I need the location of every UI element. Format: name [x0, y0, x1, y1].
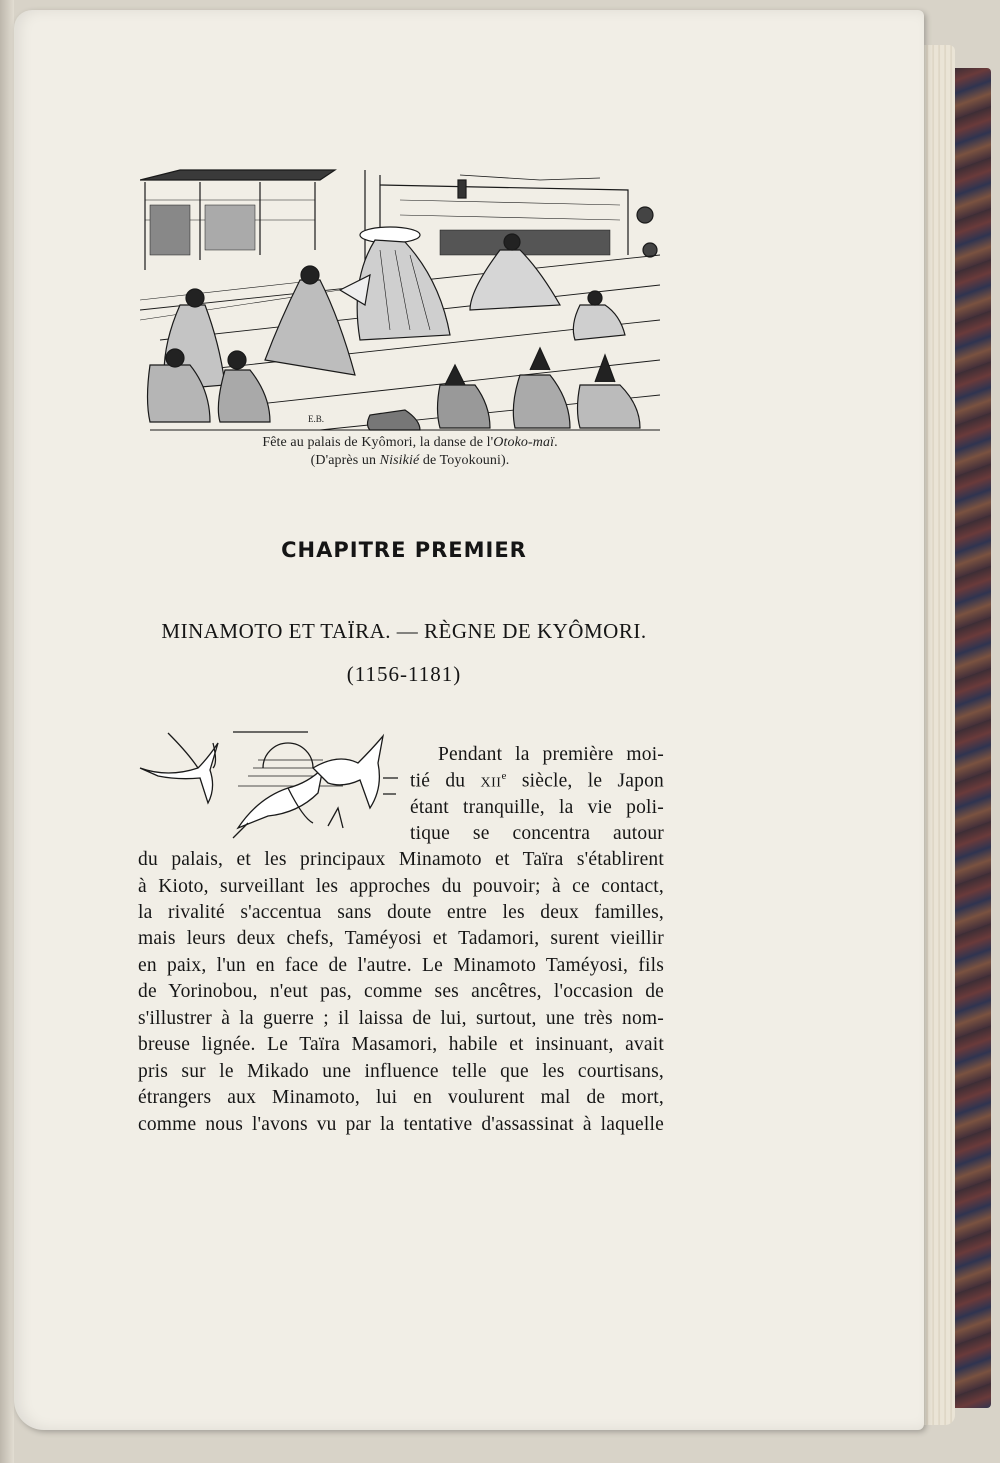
cranes-vignette [138, 728, 398, 840]
body-line-14: étrangers aux Minamoto, lui en voulurent mal de mort, [138, 1087, 664, 1108]
body-line-7: la rivalité s'accentua sans doute entre les deux familles, [138, 902, 664, 923]
chapter-subtitle: MINAMOTO ET TAÏRA. — RÈGNE DE KYÔMORI. [161, 619, 647, 643]
body-line-11: s'illustrer à la guerre ; il laissa de lui, surtout, une très nom- [138, 1008, 664, 1029]
body-line-1: Pendant la première moi- [438, 744, 664, 765]
chapter-title: CHAPITRE PREMIER [281, 538, 527, 562]
body-line-10: de Yorinobou, n'eut pas, comme ses ancêtres, l'occasion de [138, 981, 664, 1002]
illustration-caption-line1: Fête au palais de Kyômori, la danse de l'Otoko-maï. [262, 435, 558, 450]
marbled-cover-edge [952, 68, 991, 1408]
palace-festival-illustration [140, 160, 668, 432]
body-line-6: à Kioto, surveillant les approches du pouvoir; à ce contact, [138, 876, 664, 897]
body-line-2: tié du XIIe siècle, le Japon [410, 770, 664, 792]
body-line-8: mais leurs deux chefs, Taméyosi et Tadamori, surent vieillir [138, 928, 664, 949]
body-line-4: tique se concentra autour [410, 823, 664, 844]
body-line-5: du palais, et les principaux Minamoto et Taïra s'établirent [138, 849, 664, 870]
body-line-9: en paix, l'un en face de l'autre. Le Minamoto Taméyosi, fils [138, 955, 664, 976]
body-line-12: breuse lignée. Le Taïra Masamori, habile et insinuant, avait [138, 1034, 664, 1055]
body-line-3: étant tranquille, la vie poli- [410, 797, 664, 818]
illustration-caption-line2: (D'après un Nisikié de Toyokouni). [310, 453, 510, 468]
chapter-dates: (1156-1181) [346, 662, 462, 686]
illustration-signature: E.B. [308, 414, 325, 424]
body-line-15: comme nous l'avons vu par la tentative d'assassinat à laquelle [138, 1114, 664, 1135]
body-line-13: pris sur le Mikado une influence telle que les courtisans, [138, 1061, 664, 1082]
book-spine-shadow [0, 0, 14, 1463]
